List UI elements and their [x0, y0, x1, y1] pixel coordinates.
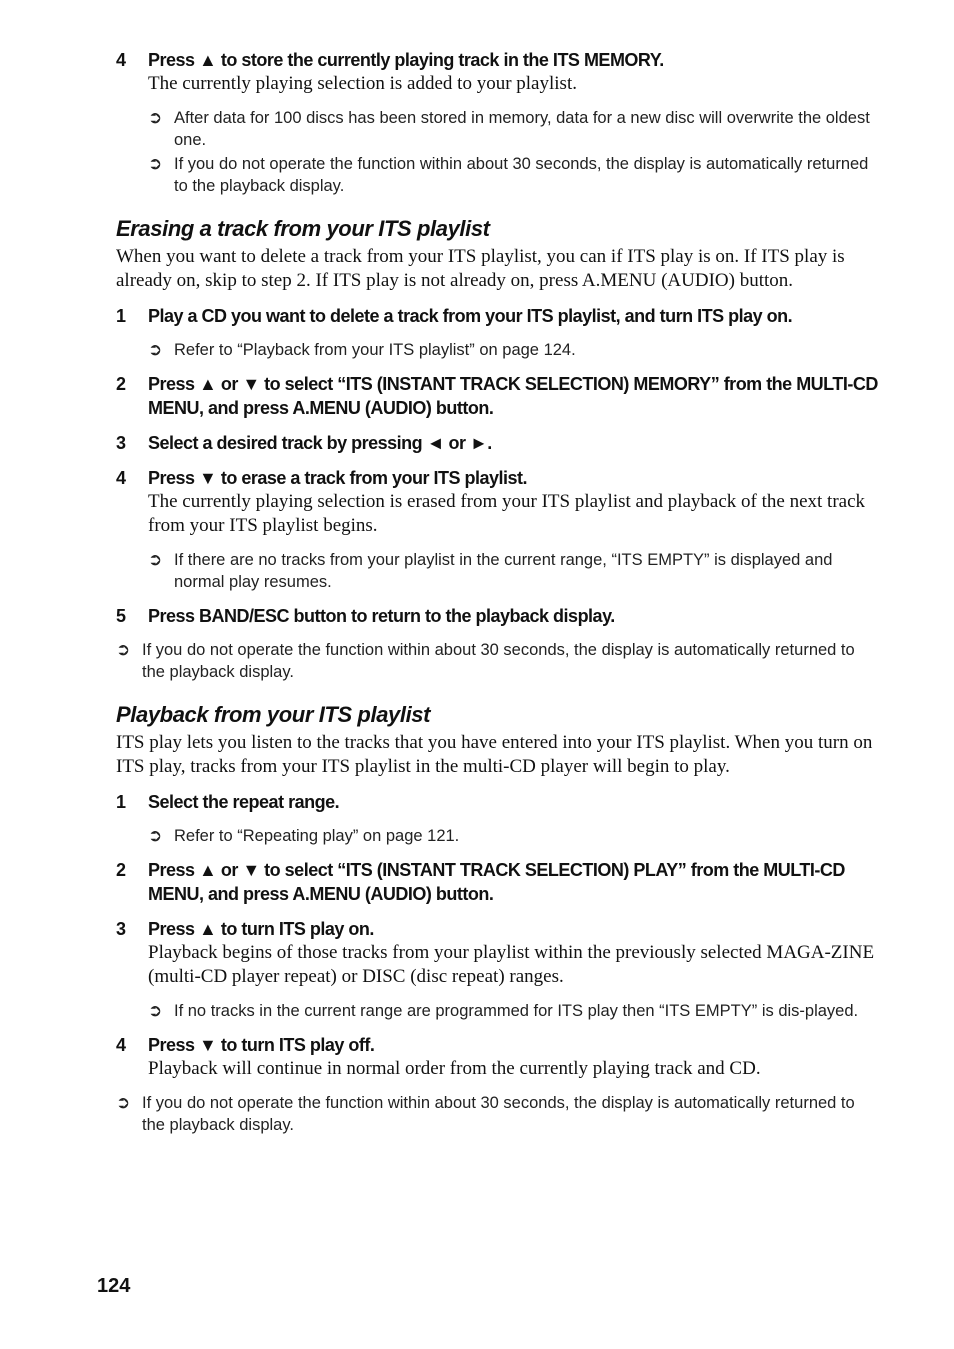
note: [148, 1000, 878, 1022]
step-text: Press BAND/ESC button to return to the playback display.: [148, 606, 615, 626]
step-text: Play a CD you want to delete a track from your ITS playlist, and turn ITS play on.: [148, 306, 793, 326]
erase-step-5: [116, 604, 878, 628]
erase-step-3: [116, 431, 878, 455]
step-number: 5: [116, 606, 126, 626]
note-text: Refer to “Repeating play” on page 121.: [174, 827, 460, 845]
playback-step-3: [116, 917, 878, 941]
step-text: Press ▼ to turn ITS play off.: [148, 1035, 375, 1055]
note: [116, 639, 878, 683]
erase-step-4-body: The currently playing selection is erased from your ITS playlist and playback of the next track from your ITS playlist begins.: [148, 491, 866, 536]
step-number: 2: [116, 374, 126, 394]
note-arrow-icon: ➲: [148, 826, 163, 845]
step-text: Press ▲ or ▼ to select “ITS (INSTANT TRACK SELECTION) MEMORY” from the MULTI-CD MENU, and press A.MENU (AUDIO) button.: [148, 374, 878, 418]
note-arrow-icon: ➲: [148, 1001, 163, 1020]
step-number: 2: [116, 860, 126, 880]
note-text: If you do not operate the function within about 30 seconds, the display is automatically returned to the playback display.: [174, 155, 869, 195]
note: [148, 549, 878, 593]
step-text: Select the repeat range.: [148, 792, 340, 812]
playback-step-2: [116, 858, 878, 906]
playback-intro: ITS play lets you listen to the tracks that you have entered into your ITS playlist. When you turn on ITS play, tracks from your ITS playlist in the multi-CD player will begin to play.: [116, 732, 873, 777]
manual-page: [116, 48, 878, 1136]
section-heading-erase: Erasing a track from your ITS playlist: [116, 216, 490, 241]
section-heading-playback: Playback from your ITS playlist: [116, 702, 431, 727]
note-text: If no tracks in the current range are programmed for ITS play then “ITS EMPTY” is dis-played.: [174, 1002, 859, 1020]
note-arrow-icon: ➲: [116, 640, 131, 659]
note: [148, 153, 878, 197]
step-number: 1: [116, 306, 126, 326]
note-text: After data for 100 discs has been stored in memory, data for a new disc will overwrite the oldest one.: [174, 109, 870, 149]
erase-step-4: [116, 466, 878, 490]
page-number: 124: [97, 1275, 131, 1297]
note-arrow-icon: ➲: [148, 340, 163, 359]
step-number: 4: [116, 468, 126, 488]
top-step-4: [116, 48, 878, 72]
note-arrow-icon: ➲: [148, 108, 163, 127]
step-number: 3: [116, 919, 126, 939]
note-text: If there are no tracks from your playlist in the current range, “ITS EMPTY” is displayed and normal play resumes.: [174, 551, 833, 591]
note-arrow-icon: ➲: [148, 154, 163, 173]
playback-step-4-body: Playback will continue in normal order from the currently playing track and CD.: [148, 1058, 761, 1079]
note-arrow-icon: ➲: [116, 1093, 131, 1112]
playback-step-4: [116, 1033, 878, 1057]
note: [148, 825, 878, 847]
note-text: If you do not operate the function within about 30 seconds, the display is automatically returned to the playback display.: [142, 1094, 855, 1134]
note-text: If you do not operate the function within about 30 seconds, the display is automatically returned to the playback display.: [142, 641, 855, 681]
step-text: Press ▲ to turn ITS play on.: [148, 919, 374, 939]
step-number: 4: [116, 1035, 126, 1055]
erase-step-2: [116, 372, 878, 420]
erase-step-1: [116, 304, 878, 328]
playback-step-3-body: Playback begins of those tracks from your playlist within the previously selected MAGA-ZINE (multi-CD player repeat) or DISC (disc repeat) ranges.: [148, 942, 875, 987]
note: [148, 339, 878, 361]
note: [148, 107, 878, 151]
erase-intro: When you want to delete a track from your ITS playlist, you can if ITS play is on. If ITS play is already on, skip to step 2. If ITS play is not already on, press A.MENU (AUDIO) button.: [116, 246, 845, 291]
playback-step-1: [116, 790, 878, 814]
note: [116, 1092, 878, 1136]
step-number: 1: [116, 792, 126, 812]
step-number: 4: [116, 50, 126, 70]
step-text: Select a desired track by pressing ◄ or ►.: [148, 433, 492, 453]
top-step-4-body: The currently playing selection is added to your playlist.: [148, 73, 577, 94]
step-text: Press ▲ to store the currently playing track in the ITS MEMORY.: [148, 50, 664, 70]
step-number: 3: [116, 433, 126, 453]
note-arrow-icon: ➲: [148, 550, 163, 569]
step-text: Press ▼ to erase a track from your ITS playlist.: [148, 468, 527, 488]
step-text: Press ▲ or ▼ to select “ITS (INSTANT TRACK SELECTION) PLAY” from the MULTI-CD MENU, and press A.MENU (AUDIO) button.: [148, 860, 845, 904]
note-text: Refer to “Playback from your ITS playlist” on page 124.: [174, 341, 576, 359]
